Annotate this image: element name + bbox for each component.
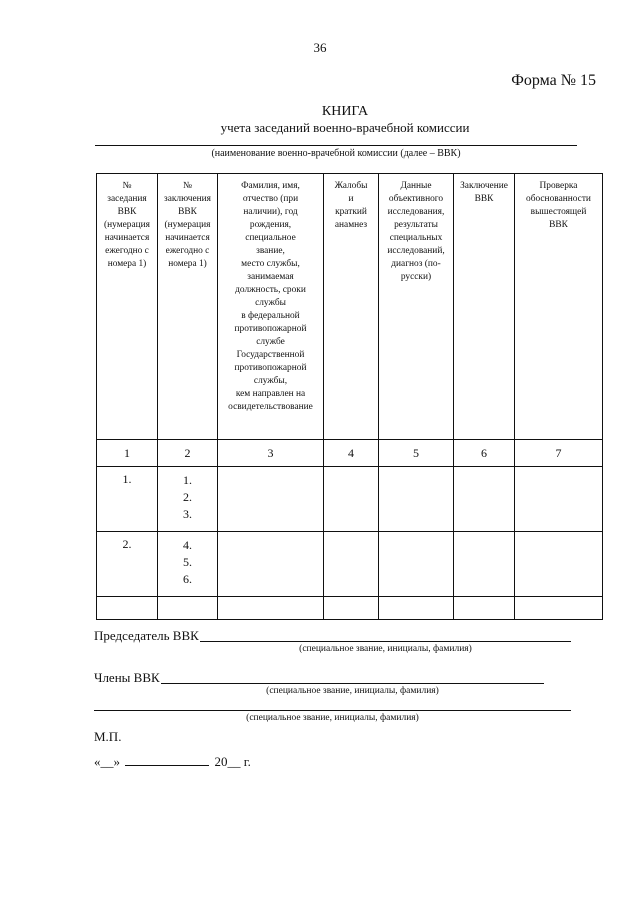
- form-number: Форма № 15: [511, 72, 596, 89]
- header-line: диагноз (по-: [391, 259, 441, 269]
- column-number: 1: [97, 440, 158, 467]
- header-line: отчество (при: [242, 194, 299, 204]
- header-line: Заключение: [460, 181, 508, 191]
- header-line: заседания: [107, 194, 147, 204]
- column-number: 3: [218, 440, 324, 467]
- header-line: ВВК: [117, 207, 137, 217]
- col-header-conclusion-number: [158, 174, 218, 440]
- empty-cell: [515, 467, 603, 532]
- header-line: специальных: [389, 233, 443, 243]
- col-header-meeting-number: [97, 174, 158, 440]
- stamp-placeholder: М.П.: [94, 729, 122, 744]
- header-line: исследований,: [387, 246, 445, 256]
- member-signature-line: [94, 710, 571, 711]
- column-numbers-row: [97, 440, 603, 467]
- header-line: службы: [255, 298, 286, 308]
- header-line: противопожарной: [234, 324, 307, 334]
- col-header-complaints: [324, 174, 379, 440]
- col-header-examination-data: [379, 174, 454, 440]
- header-row: [97, 174, 603, 440]
- column-number: 6: [454, 440, 515, 467]
- header-line: специальное: [245, 233, 296, 243]
- header-line: заключения: [164, 194, 211, 204]
- empty-cell: [324, 597, 379, 620]
- chairman-signature-line: [200, 641, 571, 642]
- book-subtitle: учета заседаний военно-врачебной комиссии: [220, 120, 470, 135]
- conclusion-numbers-cell: [158, 532, 218, 597]
- header-line: должность, сроки: [235, 285, 306, 295]
- header-line: анамнез: [334, 220, 368, 230]
- conclusion-number: 2.: [183, 490, 192, 504]
- header-line: освидетельствование: [228, 402, 313, 412]
- column-number: 4: [324, 440, 379, 467]
- table-row: [97, 467, 603, 532]
- empty-cell: [218, 597, 324, 620]
- header-line: Государственной: [236, 350, 305, 360]
- date-day-month: «__»: [94, 754, 120, 769]
- header-line: службе: [256, 337, 285, 347]
- date-year: 20__ г.: [214, 754, 251, 769]
- col-header-verification: [515, 174, 603, 440]
- header-line: рождения,: [249, 220, 292, 230]
- header-line: (нумерация: [104, 220, 150, 230]
- member-signature-line: [161, 683, 544, 684]
- book-title: КНИГА: [321, 104, 369, 119]
- header-line: кем направлен на: [235, 389, 306, 399]
- conclusion-number: 3.: [183, 507, 192, 521]
- meeting-number-cell: 2.: [97, 532, 158, 597]
- date-month-line: [125, 765, 209, 766]
- header-line: №: [122, 181, 132, 191]
- conclusion-number: 1.: [183, 473, 192, 487]
- conclusion-number: 5.: [183, 555, 192, 569]
- header-line: исследования,: [387, 207, 445, 217]
- header-line: Проверка: [539, 181, 578, 191]
- header-line: наличии), год: [243, 207, 298, 217]
- empty-cell: [454, 597, 515, 620]
- header-line: Данные: [400, 181, 432, 191]
- header-line: начинается: [104, 233, 150, 243]
- header-line: ВВК: [474, 194, 494, 204]
- header-line: и: [348, 194, 354, 204]
- empty-cell: [324, 467, 379, 532]
- col-header-conclusion: [454, 174, 515, 440]
- header-line: (нумерация: [164, 220, 211, 230]
- member-caption: (специальное звание, инициалы, фамилия): [266, 686, 439, 696]
- conclusion-number: 4.: [183, 538, 192, 552]
- empty-cell: [379, 467, 454, 532]
- empty-cell: [454, 467, 515, 532]
- header-line: №: [183, 181, 192, 191]
- header-line: обоснованности: [526, 194, 591, 204]
- conclusion-number: 6.: [183, 572, 192, 586]
- header-line: номера 1): [107, 259, 147, 269]
- header-line: занимаемая: [247, 272, 294, 282]
- column-number: 2: [158, 440, 218, 467]
- table-row: [97, 532, 603, 597]
- header-line: противопожарной: [234, 363, 307, 373]
- table-row: [97, 597, 603, 620]
- header-line: результаты: [394, 220, 438, 230]
- empty-cell: [379, 532, 454, 597]
- commission-name-caption: (наименование военно-врачебной комиссии (далее – ВВК): [211, 148, 461, 159]
- header-line: русски): [400, 272, 432, 282]
- header-line: объективного: [388, 194, 444, 204]
- empty-cell: [515, 532, 603, 597]
- empty-cell: [515, 597, 603, 620]
- member-caption: (специальное звание, инициалы, фамилия): [246, 713, 419, 723]
- column-number: 7: [515, 440, 603, 467]
- meeting-number-cell: 1.: [97, 467, 158, 532]
- header-line: ежегодно с: [165, 246, 210, 256]
- conclusion-numbers-cell: [158, 467, 218, 532]
- header-line: краткий: [335, 207, 367, 217]
- empty-cell: [158, 597, 218, 620]
- empty-cell: [218, 532, 324, 597]
- header-line: службы,: [253, 376, 288, 386]
- page-number: 36: [313, 40, 327, 55]
- header-line: в федеральной: [241, 311, 300, 321]
- header-line: место службы,: [241, 259, 300, 269]
- header-line: начинается: [165, 233, 210, 243]
- date-row: [94, 754, 251, 770]
- header-line: ежегодно с: [105, 246, 149, 256]
- members-label: Члены ВВК: [94, 670, 160, 685]
- header-line: вышестоящей: [530, 207, 587, 217]
- header-line: ВВК: [549, 220, 568, 230]
- header-line: ВВК: [178, 207, 197, 217]
- empty-cell: [97, 597, 158, 620]
- empty-cell: [218, 467, 324, 532]
- col-header-person-details: [218, 174, 324, 440]
- column-number: 5: [379, 440, 454, 467]
- header-line: звание,: [256, 246, 285, 256]
- chairman-caption: (специальное звание, инициалы, фамилия): [299, 644, 472, 654]
- empty-cell: [454, 532, 515, 597]
- empty-cell: [379, 597, 454, 620]
- header-line: Жалобы: [334, 181, 368, 191]
- empty-cell: [324, 532, 379, 597]
- header-line: Фамилия, имя,: [241, 181, 300, 191]
- chairman-label: Председатель ВВК: [94, 628, 199, 643]
- meetings-register-table: [96, 173, 603, 620]
- commission-name-line: [95, 145, 577, 146]
- header-line: номера 1): [168, 259, 207, 269]
